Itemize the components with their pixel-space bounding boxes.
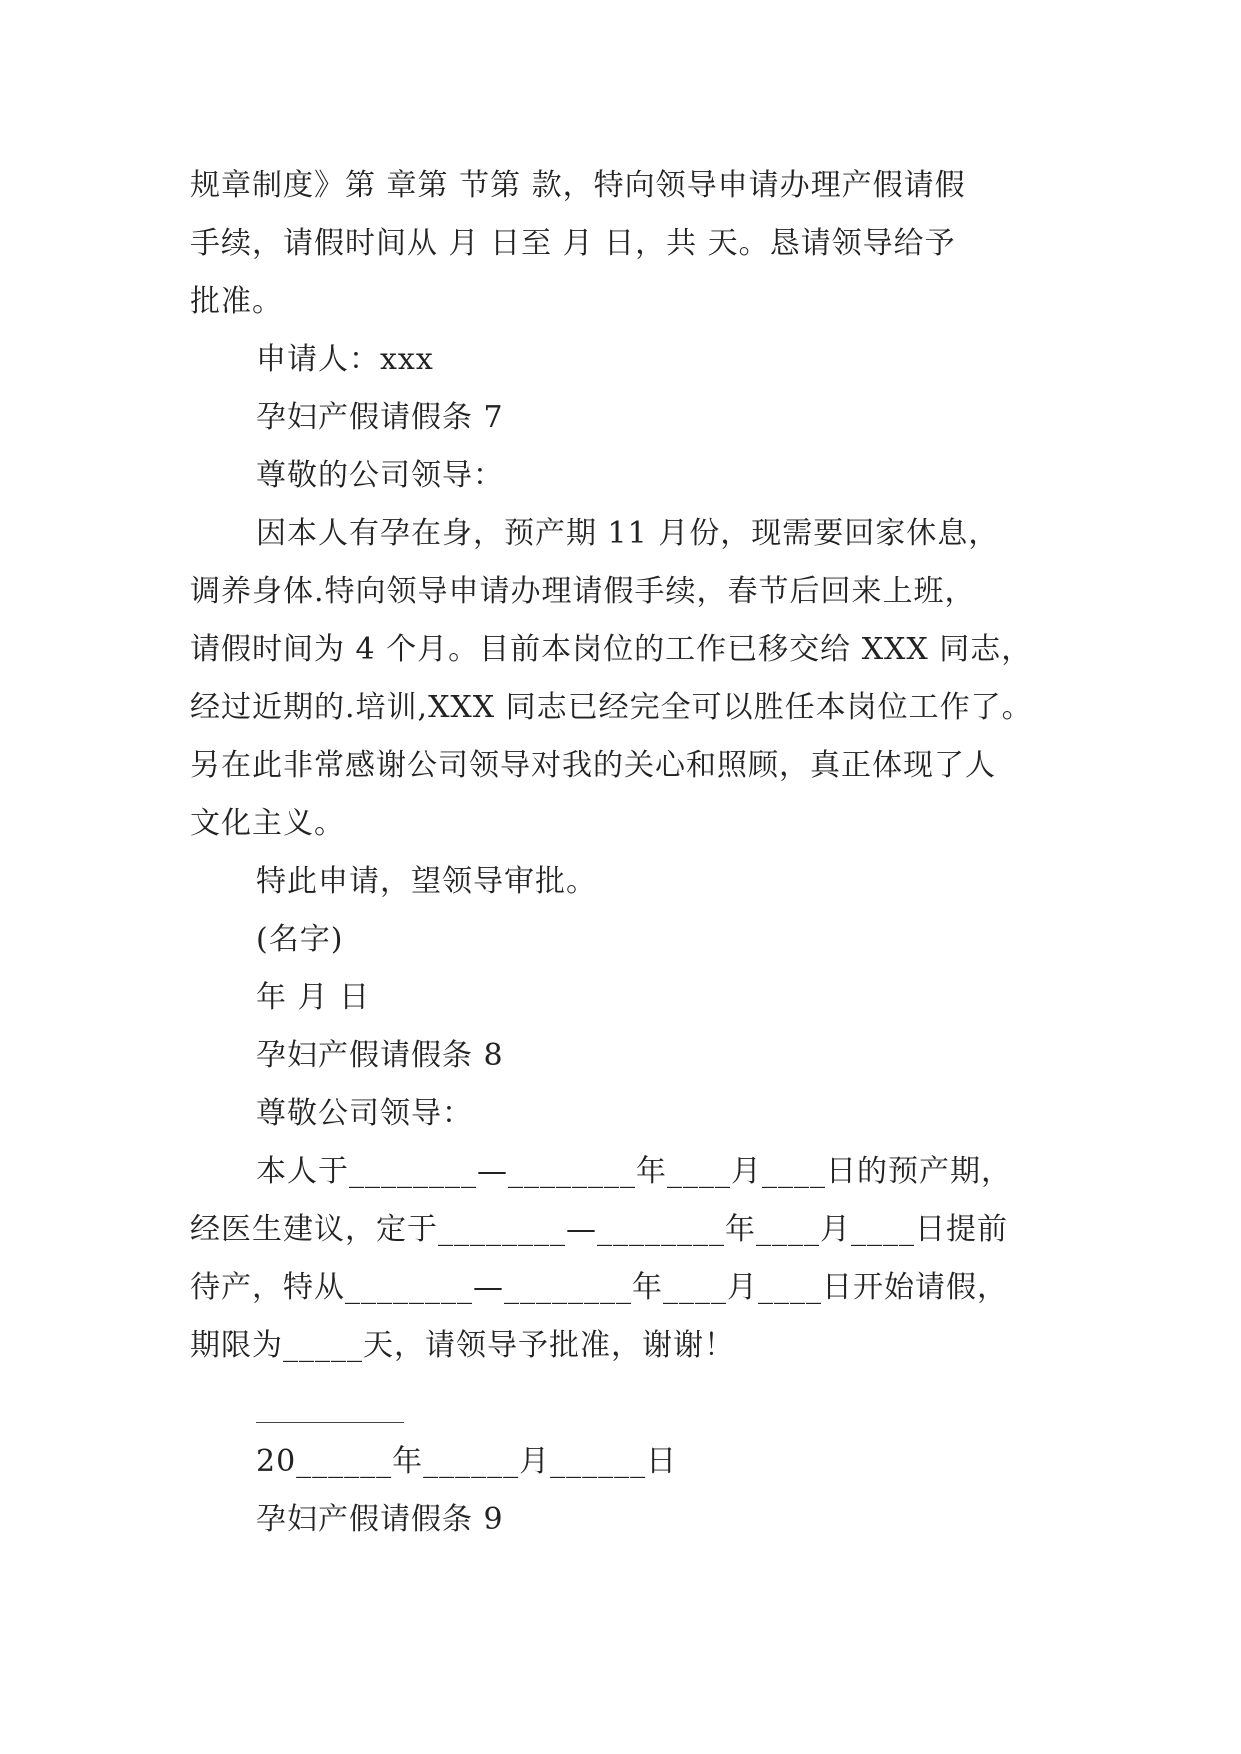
text-line: 经医生建议，定于________—________年____月____日提前 xyxy=(190,1212,1008,1247)
signature-blank-line xyxy=(256,1422,404,1423)
signature-name: (名字) xyxy=(256,922,344,957)
text-line: 文化主义。 xyxy=(190,806,345,841)
text-line: 另在此非常感谢公司领导对我的关心和照顾，真正体现了人 xyxy=(190,748,996,783)
text-line: 批准。 xyxy=(190,284,283,319)
section-heading: 孕妇产假请假条 8 xyxy=(256,1038,504,1073)
date-line: 20______年______月______日 xyxy=(256,1444,678,1479)
salutation: 尊敬公司领导： xyxy=(256,1096,473,1131)
section-heading: 孕妇产假请假条 9 xyxy=(256,1502,504,1537)
text-line: 调养身体.特向领导申请办理请假手续，春节后回来上班， xyxy=(190,574,976,609)
text-line: 因本人有孕在身，预产期 11 月份，现需要回家休息， xyxy=(256,516,1000,551)
salutation: 尊敬的公司领导： xyxy=(256,458,504,493)
text-line: 规章制度》第 章第 节第 款，特向领导申请办理产假请假 xyxy=(190,168,966,203)
text-line: 手续，请假时间从 月 日至 月 日，共 天。恳请领导给予 xyxy=(190,226,956,261)
date-line: 年 月 日 xyxy=(256,980,371,1015)
closing-line: 特此申请，望领导审批。 xyxy=(256,864,597,899)
text-line: 请假时间为 4 个月。目前本岗位的工作已移交给 XXX 同志， xyxy=(190,632,1033,667)
text-line: 经过近期的.培训,XXX 同志已经完全可以胜任本岗位工作了。 xyxy=(190,690,1033,725)
text-line: 本人于________—________年____月____日的预产期， xyxy=(256,1154,1012,1189)
text-line: 待产，特从________—________年____月____日开始请假， xyxy=(190,1270,1008,1305)
text-line: 期限为_____天，请领导予批准，谢谢！ xyxy=(190,1328,735,1363)
applicant-line: 申请人：xxx xyxy=(256,342,434,377)
section-heading: 孕妇产假请假条 7 xyxy=(256,400,504,435)
